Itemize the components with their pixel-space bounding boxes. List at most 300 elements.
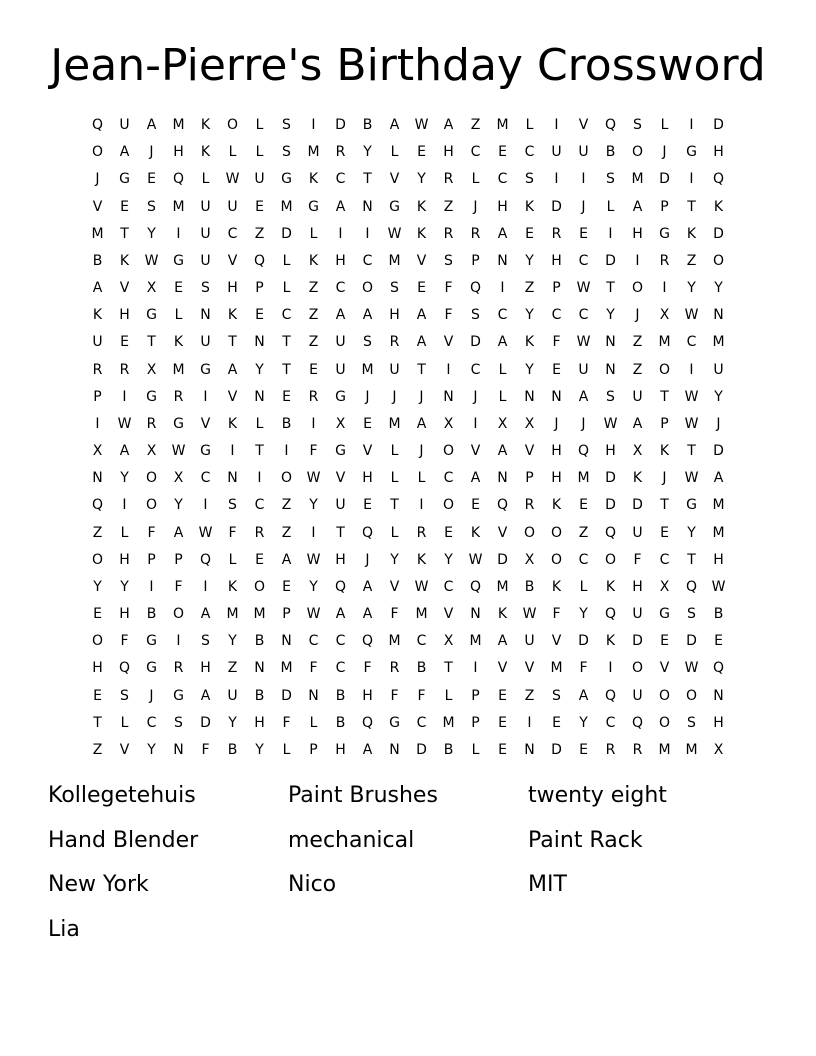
grid-cell[interactable]: D [713,443,724,460]
grid-cell[interactable]: T [417,361,426,378]
grid-cell[interactable]: Z [308,334,319,351]
grid-cell[interactable]: A [281,551,292,568]
grid-cell[interactable]: T [93,714,102,731]
grid-cell[interactable]: L [309,714,318,731]
grid-cell[interactable]: P [174,551,183,568]
grid-cell[interactable]: N [497,252,508,269]
grid-cell[interactable]: Z [632,334,643,351]
grid-cell[interactable]: O [631,660,644,677]
grid-cell[interactable]: A [443,117,454,133]
grid-cell[interactable]: O [685,687,698,704]
grid-cell[interactable]: K [227,307,238,324]
grid-cell[interactable]: C [524,144,535,161]
grid-cell[interactable]: T [255,443,264,460]
grid-cell[interactable]: N [470,606,481,623]
grid-cell[interactable]: U [92,334,103,351]
grid-cell[interactable]: I [689,361,694,378]
grid-cell[interactable]: L [120,524,129,541]
grid-cell[interactable]: Z [524,687,535,704]
grid-cell[interactable]: M [307,144,320,161]
grid-cell[interactable]: J [581,415,586,432]
grid-cell[interactable]: Y [390,551,399,568]
grid-cell[interactable]: L [498,388,507,405]
grid-cell[interactable]: N [713,687,724,704]
grid-cell[interactable]: H [551,252,562,269]
grid-cell[interactable]: S [471,307,480,324]
grid-cell[interactable]: N [713,307,724,324]
grid-cell[interactable]: L [390,144,399,161]
grid-cell[interactable]: Z [254,225,265,242]
grid-cell[interactable]: R [416,524,427,541]
grid-cell[interactable]: D [605,252,616,269]
grid-cell[interactable]: N [605,361,616,378]
grid-cell[interactable]: K [227,415,238,432]
grid-cell[interactable]: R [254,524,265,541]
grid-cell[interactable]: V [659,660,670,677]
grid-cell[interactable]: O [442,497,455,514]
grid-cell[interactable]: N [254,660,265,677]
grid-cell[interactable]: H [713,714,724,731]
grid-cell[interactable]: E [120,334,129,351]
grid-cell[interactable]: M [388,252,401,269]
grid-cell[interactable]: U [227,687,238,704]
grid-cell[interactable]: C [335,633,346,650]
grid-cell[interactable]: I [122,388,127,405]
grid-cell[interactable]: U [632,606,643,623]
grid-cell[interactable]: R [335,144,346,161]
grid-cell[interactable]: R [92,361,103,378]
grid-cell[interactable]: E [363,415,372,432]
grid-cell[interactable]: Q [199,551,212,568]
grid-cell[interactable]: W [684,660,699,677]
grid-cell[interactable]: K [308,171,319,188]
grid-cell[interactable]: W [117,415,132,432]
grid-cell[interactable]: S [525,171,534,188]
grid-cell[interactable]: J [662,470,667,487]
grid-cell[interactable]: A [416,307,427,324]
grid-cell[interactable]: O [550,524,563,541]
grid-cell[interactable]: P [525,470,534,487]
grid-cell[interactable]: W [306,606,321,623]
grid-cell[interactable]: W [414,117,429,133]
grid-cell[interactable]: L [282,280,291,297]
grid-cell[interactable]: U [632,388,643,405]
grid-cell[interactable]: V [524,660,535,677]
grid-cell[interactable]: E [579,497,588,514]
grid-cell[interactable]: G [389,714,400,731]
grid-cell[interactable]: F [147,524,156,541]
grid-cell[interactable]: P [255,280,264,297]
grid-cell[interactable]: Y [525,307,534,324]
grid-cell[interactable]: C [146,714,157,731]
grid-cell[interactable]: H [200,660,211,677]
grid-cell[interactable]: E [714,633,723,650]
grid-cell[interactable]: C [308,633,319,650]
grid-cell[interactable]: Y [525,252,534,269]
grid-cell[interactable]: Q [604,687,617,704]
grid-cell[interactable]: V [416,252,427,269]
grid-cell[interactable]: H [713,551,724,568]
grid-cell[interactable]: W [576,280,591,297]
grid-cell[interactable]: U [524,633,535,650]
grid-cell[interactable]: I [257,470,262,487]
grid-cell[interactable]: A [497,334,508,351]
grid-cell[interactable]: R [443,171,454,188]
grid-cell[interactable]: D [551,741,562,758]
grid-cell[interactable]: C [578,307,589,324]
grid-cell[interactable]: Q [118,660,131,677]
grid-cell[interactable]: E [93,606,102,623]
grid-cell[interactable]: R [146,415,157,432]
grid-cell[interactable]: R [173,388,184,405]
grid-cell[interactable]: L [606,198,615,215]
grid-cell[interactable]: N [497,470,508,487]
grid-cell[interactable]: V [497,524,508,541]
grid-cell[interactable]: C [416,714,427,731]
grid-cell[interactable]: J [95,171,100,188]
grid-cell[interactable]: O [280,470,293,487]
grid-cell[interactable]: U [713,361,724,378]
grid-cell[interactable]: H [551,470,562,487]
grid-cell[interactable]: M [577,470,590,487]
grid-cell[interactable]: B [281,415,292,432]
grid-cell[interactable]: A [362,606,373,623]
grid-cell[interactable]: C [578,252,589,269]
grid-cell[interactable]: J [149,687,154,704]
grid-cell[interactable]: C [605,714,616,731]
grid-cell[interactable]: Y [228,714,237,731]
grid-cell[interactable]: F [363,660,372,677]
grid-cell[interactable]: D [200,714,211,731]
grid-cell[interactable]: S [147,198,156,215]
grid-cell[interactable]: M [496,578,509,595]
grid-cell[interactable]: S [228,497,237,514]
grid-cell[interactable]: G [146,388,157,405]
grid-cell[interactable]: E [660,524,669,541]
grid-cell[interactable]: Z [308,280,319,297]
grid-cell[interactable]: M [469,633,482,650]
grid-cell[interactable]: M [712,334,725,351]
grid-cell[interactable]: O [361,280,374,297]
grid-cell[interactable]: I [338,225,343,242]
grid-cell[interactable]: U [551,144,562,161]
grid-cell[interactable]: A [335,198,346,215]
grid-cell[interactable]: G [335,443,346,460]
grid-cell[interactable]: Z [578,524,589,541]
grid-cell[interactable]: Q [361,714,374,731]
grid-cell[interactable]: Y [120,578,129,595]
grid-cell[interactable]: K [200,144,211,161]
grid-cell[interactable]: V [92,198,103,215]
grid-cell[interactable]: A [497,443,508,460]
grid-cell[interactable]: U [200,334,211,351]
grid-cell[interactable]: K [605,633,616,650]
grid-cell[interactable]: G [146,633,157,650]
grid-cell[interactable]: N [173,741,184,758]
grid-cell[interactable]: U [254,171,265,188]
grid-cell[interactable]: V [578,117,589,133]
grid-cell[interactable]: O [604,551,617,568]
grid-cell[interactable]: H [119,606,130,623]
grid-cell[interactable]: X [497,415,508,432]
grid-cell[interactable]: E [282,578,291,595]
grid-cell[interactable]: E [471,497,480,514]
grid-cell[interactable]: U [200,252,211,269]
grid-cell[interactable]: Y [579,714,588,731]
grid-cell[interactable]: E [147,171,156,188]
grid-cell[interactable]: H [119,307,130,324]
grid-cell[interactable]: V [227,388,238,405]
grid-cell[interactable]: C [335,280,346,297]
grid-cell[interactable]: L [255,144,264,161]
grid-cell[interactable]: S [444,252,453,269]
grid-cell[interactable]: M [388,633,401,650]
grid-cell[interactable]: A [119,144,130,161]
grid-cell[interactable]: O [631,144,644,161]
grid-cell[interactable]: M [91,225,104,242]
grid-cell[interactable]: G [659,606,670,623]
grid-cell[interactable]: N [92,470,103,487]
grid-cell[interactable]: I [230,443,235,460]
grid-cell[interactable]: E [255,551,264,568]
grid-cell[interactable]: J [554,415,559,432]
grid-cell[interactable]: J [419,443,424,460]
grid-cell[interactable]: V [524,443,535,460]
grid-cell[interactable]: O [631,280,644,297]
grid-cell[interactable]: Y [147,225,156,242]
grid-cell[interactable]: Y [606,307,615,324]
grid-cell[interactable]: A [416,415,427,432]
grid-cell[interactable]: G [200,443,211,460]
grid-cell[interactable]: Y [309,497,318,514]
grid-cell[interactable]: W [684,470,699,487]
grid-cell[interactable]: V [119,741,130,758]
grid-cell[interactable]: I [95,415,100,432]
grid-cell[interactable]: U [389,361,400,378]
grid-cell[interactable]: I [689,171,694,188]
grid-cell[interactable]: C [254,497,265,514]
grid-cell[interactable]: L [471,171,480,188]
grid-cell[interactable]: L [255,117,264,133]
grid-cell[interactable]: H [551,443,562,460]
grid-cell[interactable]: R [524,497,535,514]
grid-cell[interactable]: Q [604,117,617,133]
grid-cell[interactable]: A [470,470,481,487]
grid-cell[interactable]: H [92,660,103,677]
grid-cell[interactable]: I [662,280,667,297]
grid-cell[interactable]: M [172,361,185,378]
grid-cell[interactable]: J [392,388,397,405]
grid-cell[interactable]: X [524,415,535,432]
grid-cell[interactable]: Y [417,171,426,188]
grid-cell[interactable]: O [658,361,671,378]
grid-cell[interactable]: M [388,415,401,432]
grid-cell[interactable]: I [419,497,424,514]
grid-cell[interactable]: K [524,334,535,351]
grid-cell[interactable]: V [335,470,346,487]
grid-cell[interactable]: J [365,551,370,568]
grid-cell[interactable]: F [417,687,426,704]
grid-cell[interactable]: A [389,117,400,133]
grid-cell[interactable]: A [416,334,427,351]
grid-cell[interactable]: W [576,334,591,351]
grid-cell[interactable]: H [362,470,373,487]
grid-cell[interactable]: D [281,687,292,704]
grid-cell[interactable]: A [92,280,103,297]
grid-cell[interactable]: E [498,687,507,704]
grid-cell[interactable]: W [684,388,699,405]
grid-cell[interactable]: H [605,443,616,460]
grid-cell[interactable]: J [473,198,478,215]
grid-cell[interactable]: S [174,714,183,731]
grid-cell[interactable]: M [253,606,266,623]
grid-cell[interactable]: B [416,660,427,677]
grid-cell[interactable]: V [227,252,238,269]
grid-cell[interactable]: B [713,606,724,623]
grid-cell[interactable]: Z [632,361,643,378]
grid-cell[interactable]: G [659,225,670,242]
grid-cell[interactable]: C [551,307,562,324]
grid-cell[interactable]: L [579,578,588,595]
grid-cell[interactable]: H [497,198,508,215]
grid-cell[interactable]: N [362,198,373,215]
grid-cell[interactable]: K [227,578,238,595]
grid-cell[interactable]: T [363,171,372,188]
grid-cell[interactable]: I [500,280,505,297]
grid-cell[interactable]: V [470,443,481,460]
grid-cell[interactable]: P [660,198,669,215]
grid-cell[interactable]: B [92,252,103,269]
grid-cell[interactable]: L [525,117,534,133]
grid-cell[interactable]: D [416,741,427,758]
grid-cell[interactable]: S [552,687,561,704]
grid-cell[interactable]: O [226,117,239,133]
grid-cell[interactable]: R [605,741,616,758]
grid-cell[interactable]: H [335,551,346,568]
grid-cell[interactable]: D [713,117,724,133]
grid-cell[interactable]: E [363,497,372,514]
grid-cell[interactable]: H [227,280,238,297]
grid-cell[interactable]: Y [147,741,156,758]
grid-cell[interactable]: K [551,497,562,514]
grid-cell[interactable]: W [684,307,699,324]
grid-cell[interactable]: D [686,633,697,650]
grid-cell[interactable]: K [308,252,319,269]
grid-cell[interactable]: R [119,361,130,378]
grid-cell[interactable]: Z [281,497,292,514]
grid-cell[interactable]: Q [361,633,374,650]
grid-cell[interactable]: B [524,578,535,595]
grid-cell[interactable]: T [147,334,156,351]
grid-cell[interactable]: Q [604,524,617,541]
grid-cell[interactable]: K [632,470,643,487]
grid-cell[interactable]: F [228,524,237,541]
grid-cell[interactable]: S [282,117,291,133]
grid-cell[interactable]: B [362,117,373,133]
grid-cell[interactable]: U [227,198,238,215]
grid-cell[interactable]: V [443,606,454,623]
grid-cell[interactable]: C [578,551,589,568]
grid-cell[interactable]: R [389,334,400,351]
grid-cell[interactable]: A [632,415,643,432]
grid-cell[interactable]: G [686,497,697,514]
grid-cell[interactable]: T [687,551,696,568]
grid-cell[interactable]: E [282,388,291,405]
grid-cell[interactable]: G [173,252,184,269]
grid-cell[interactable]: T [687,443,696,460]
grid-cell[interactable]: R [659,252,670,269]
grid-cell[interactable]: C [470,361,481,378]
grid-cell[interactable]: K [659,443,670,460]
grid-cell[interactable]: I [176,225,181,242]
grid-cell[interactable]: K [497,606,508,623]
grid-cell[interactable]: L [417,470,426,487]
grid-cell[interactable]: I [311,524,316,541]
grid-cell[interactable]: D [551,198,562,215]
grid-cell[interactable]: J [662,144,667,161]
grid-cell[interactable]: G [281,171,292,188]
grid-cell[interactable]: Q [469,578,482,595]
grid-cell[interactable]: X [443,633,454,650]
grid-cell[interactable]: E [579,741,588,758]
grid-cell[interactable]: L [282,252,291,269]
grid-cell[interactable]: V [389,171,400,188]
grid-cell[interactable]: E [498,144,507,161]
grid-cell[interactable]: S [633,117,642,133]
grid-cell[interactable]: P [282,606,291,623]
grid-cell[interactable]: R [308,388,319,405]
grid-cell[interactable]: W [522,606,537,623]
grid-cell[interactable]: E [525,225,534,242]
grid-cell[interactable]: R [443,225,454,242]
grid-cell[interactable]: T [120,225,129,242]
grid-cell[interactable]: A [578,388,589,405]
grid-cell[interactable]: P [147,551,156,568]
grid-cell[interactable]: U [200,198,211,215]
grid-cell[interactable]: X [92,443,103,460]
grid-cell[interactable]: X [713,741,724,758]
grid-cell[interactable]: D [497,551,508,568]
grid-cell[interactable]: E [579,225,588,242]
grid-cell[interactable]: O [253,578,266,595]
grid-cell[interactable]: K [173,334,184,351]
grid-cell[interactable]: V [389,578,400,595]
grid-cell[interactable]: B [146,606,157,623]
grid-cell[interactable]: I [635,252,640,269]
grid-cell[interactable]: C [443,470,454,487]
grid-cell[interactable]: L [309,225,318,242]
grid-cell[interactable]: B [605,144,616,161]
grid-cell[interactable]: O [442,443,455,460]
grid-cell[interactable]: Q [685,578,698,595]
grid-cell[interactable]: W [684,415,699,432]
grid-cell[interactable]: K [470,524,481,541]
grid-cell[interactable]: Z [227,660,238,677]
grid-cell[interactable]: M [280,660,293,677]
grid-cell[interactable]: G [119,171,130,188]
grid-cell[interactable]: D [632,497,643,514]
grid-cell[interactable]: Q [604,606,617,623]
grid-cell[interactable]: A [227,361,238,378]
grid-cell[interactable]: O [91,144,104,161]
grid-cell[interactable]: W [225,171,240,188]
grid-cell[interactable]: L [201,171,210,188]
grid-cell[interactable]: J [635,307,640,324]
grid-cell[interactable]: F [444,280,453,297]
grid-cell[interactable]: L [390,470,399,487]
grid-cell[interactable]: D [605,497,616,514]
grid-cell[interactable]: M [685,741,698,758]
